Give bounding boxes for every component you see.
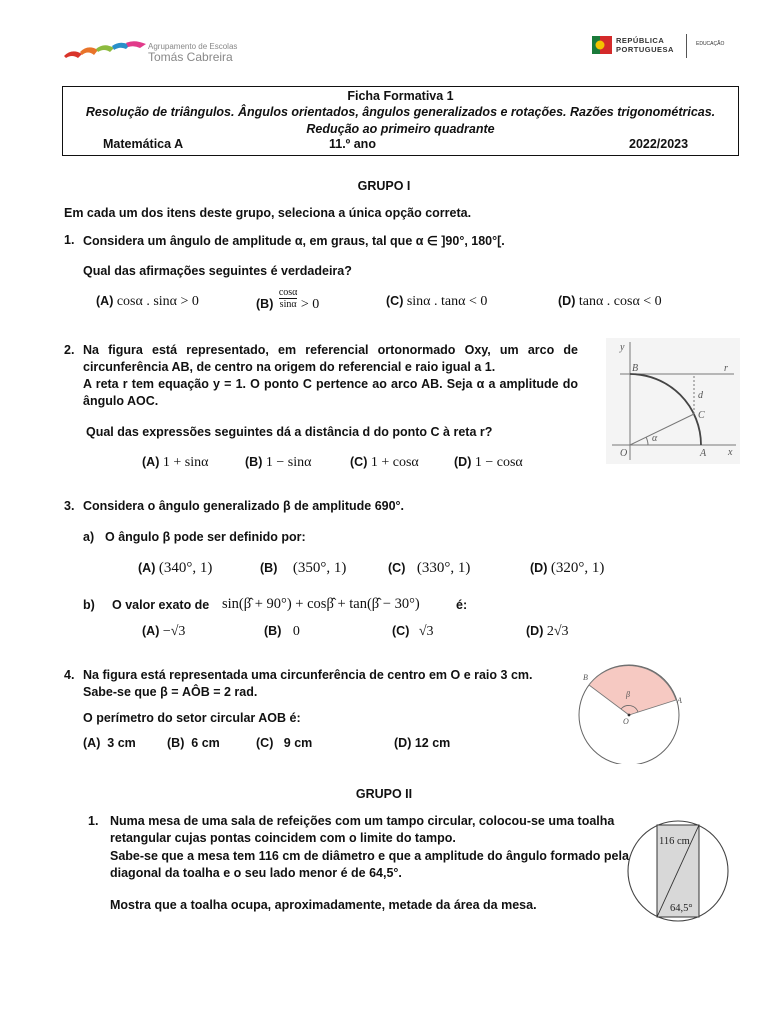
q3b-option-a-label: (A) [142, 624, 160, 638]
q4-question: O perímetro do setor circular AOB é: [83, 711, 301, 725]
q2-label-d: d [698, 390, 703, 401]
gov-divider [686, 34, 687, 58]
q3b-option-a[interactable] [142, 624, 185, 640]
gov-line1: REPÚBLICA [616, 36, 665, 45]
q4-option-b[interactable]: (B) 6 cm [167, 736, 220, 750]
school-name-line1: Agrupamento de Escolas [148, 42, 238, 51]
q4-line2: Sabe-se que β = AÔB = 2 rad. [83, 685, 258, 699]
g2q1-line1: Numa mesa de uma sala de refeições com um tampo circular, colocou-se uma toalha [110, 814, 615, 828]
q3a-option-b-value: (350°, 1) [292, 560, 347, 576]
q4-label-a: A [677, 696, 682, 705]
q2-label-y: y [620, 342, 625, 353]
q2-label-o: O [620, 448, 628, 459]
gov-line2: PORTUGUESA [616, 45, 674, 54]
q1-option-a-label: (A) [96, 294, 114, 308]
q2-option-b-label: (B) [245, 455, 263, 469]
q1-option-d[interactable] [558, 294, 662, 310]
q3b-option-c[interactable] [392, 624, 434, 640]
q3-number: 3. [64, 499, 75, 513]
q3a-option-b[interactable] [260, 560, 346, 577]
q4-option-c[interactable]: (C) 9 cm [256, 736, 313, 750]
q3a-text: O ângulo β pode ser definido por: [105, 530, 306, 544]
q2-option-b[interactable] [245, 455, 311, 471]
q2-label-r: r [724, 363, 728, 374]
q4-option-d[interactable]: (D) 12 cm [394, 736, 451, 750]
q1-option-c[interactable] [386, 294, 487, 310]
q3b-option-c-value: √3 [418, 624, 434, 639]
q1-question: Qual das afirmações seguintes é verdadeira? [83, 264, 352, 278]
q3a-option-b-label: (B) [260, 561, 278, 575]
q1-option-b-rest: > 0 [300, 296, 320, 312]
g2q1-figure [626, 818, 730, 924]
q4-label-beta: β [626, 690, 630, 699]
q1-number: 1. [64, 233, 75, 247]
gov-dept: EDUCAÇÃO [696, 41, 725, 47]
title-box [62, 86, 739, 156]
q1-option-b[interactable] [256, 287, 319, 310]
group2-heading: GRUPO II [355, 787, 413, 801]
q1-option-a-value: cosα . sinα > 0 [116, 294, 199, 309]
q2-label-a: A [700, 448, 707, 459]
q2-option-d-label: (D) [454, 455, 472, 469]
q3-text: Considera o ângulo generalizado β de amplitude 690°. [83, 499, 405, 513]
q2-option-a-label: (A) [142, 455, 160, 469]
q3b-option-d-label: (D) [526, 624, 544, 638]
worksheet-subtitle-2: Redução ao primeiro quadrante [306, 122, 495, 136]
republic-shield-icon [592, 36, 612, 54]
q2-label-x: x [728, 447, 733, 458]
government-logo [592, 34, 732, 58]
q3a-number: a) [83, 530, 95, 544]
q3b-text: O valor exato de [112, 598, 210, 612]
q3a-option-c[interactable] [388, 560, 470, 577]
subject-label: Matemática A [103, 137, 184, 151]
q4-line1: Na figura está representada uma circunferência de centro em O e raio 3 cm. [83, 668, 533, 682]
g2q1-label-angle: 64,5° [670, 903, 693, 914]
q3b-option-d-value: 2√3 [546, 624, 569, 639]
q2-option-c-label: (C) [350, 455, 368, 469]
g2q1-line5: Mostra que a toalha ocupa, aproximadamente, metade da área da mesa. [110, 898, 537, 912]
q2-option-c[interactable] [350, 455, 419, 471]
q3a-option-d-label: (D) [530, 561, 548, 575]
q1-option-c-value: sinα . tanα < 0 [406, 294, 488, 309]
q3a-option-a-label: (A) [138, 561, 156, 575]
q4-center-dot [628, 714, 631, 717]
q3b-option-b[interactable] [264, 624, 300, 640]
q3a-option-c-value: (330°, 1) [416, 560, 471, 576]
q4-figure [572, 660, 690, 764]
g2q1-label-diameter: 116 cm [659, 836, 690, 847]
q4-label-b: B [583, 673, 588, 682]
q2-option-b-value: 1 − sinα [265, 455, 312, 470]
q3b-end: é: [456, 598, 468, 612]
q1-option-b-denominator: sinα [279, 299, 297, 310]
group1-instruction: Em cada um dos itens deste grupo, seleciona a única opção correta. [64, 206, 472, 220]
q2-label-alpha: α [652, 433, 658, 444]
worksheet-title: Ficha Formativa 1 [347, 89, 454, 103]
q3a-option-c-label: (C) [388, 561, 406, 575]
q2-question: Qual das expressões seguintes dá a distância d do ponto C à reta r? [86, 425, 493, 439]
g2q1-number: 1. [88, 814, 99, 828]
q2-line3: A reta r tem equação y = 1. O ponto C pertence ao arco AB. Seja α a amplitude do [83, 377, 578, 391]
q1-option-b-label: (B) [256, 296, 274, 311]
q3b-option-b-label: (B) [264, 624, 282, 638]
q2-line2: circunferência AB, de centro na origem do referencial e raio igual a 1. [83, 360, 496, 374]
school-year-label: 2022/2023 [629, 137, 689, 151]
q4-option-a[interactable]: (A) 3 cm [83, 736, 136, 750]
q3a-option-d[interactable] [530, 560, 604, 577]
g2q1-line2: retangular cujas pontas coincidem com o limite do tampo. [110, 831, 456, 845]
q2-number: 2. [64, 343, 75, 357]
q4-label-o: O [623, 717, 629, 726]
q1-option-d-value: tanα . cosα < 0 [578, 294, 662, 309]
q1-option-a[interactable] [96, 294, 199, 310]
q3b-option-c-label: (C) [392, 624, 410, 638]
q3b-option-b-value: 0 [292, 624, 300, 639]
q3b-option-d[interactable] [526, 624, 569, 640]
school-logo [62, 40, 238, 66]
q3a-option-a[interactable] [138, 560, 212, 577]
q2-option-d[interactable] [454, 455, 523, 471]
group1-heading: GRUPO I [357, 179, 411, 193]
q1-text: Considera um ângulo de amplitude α, em graus, tal que α ∈ ]90°, 180°[. [83, 234, 505, 248]
q2-line4: ângulo AOC. [83, 394, 159, 408]
q3b-expression: sin(β̂ + 90°) + cosβ̂ + tan(β̂ − 30°) [222, 596, 420, 612]
q2-label-b: B [632, 363, 639, 374]
q1-option-b-numerator: cosα [278, 287, 298, 298]
q3a-option-d-value: (320°, 1) [550, 560, 605, 576]
q4-number: 4. [64, 668, 75, 682]
school-logo-icon [62, 40, 148, 64]
q2-figure [606, 338, 740, 464]
g2q1-line4: diagonal da toalha e o seu lado menor é de 64,5°. [110, 866, 402, 880]
q4-sector [589, 666, 676, 715]
q1-option-c-label: (C) [386, 294, 404, 308]
school-name-line2: Tomás Cabreira [148, 50, 233, 64]
q2-option-d-value: 1 − cosα [474, 455, 523, 470]
q2-option-a[interactable] [142, 455, 208, 471]
q2-option-a-value: 1 + sinα [162, 455, 209, 470]
q3b-option-a-value: −√3 [162, 624, 186, 639]
q3b-number: b) [83, 598, 95, 612]
q3a-option-a-value: (340°, 1) [158, 560, 213, 576]
q1-option-d-label: (D) [558, 294, 576, 308]
q2-option-c-value: 1 + cosα [370, 455, 419, 470]
grade-label: 11.º ano [329, 137, 376, 151]
q2-line1: Na figura está representado, em referencial ortonormado Oxy, um arco de [83, 343, 578, 357]
g2q1-line3: Sabe-se que a mesa tem 116 cm de diâmetro e que a amplitude do ângulo formado pela [110, 849, 629, 863]
worksheet-subtitle-1: Resolução de triângulos. Ângulos orientados, ângulos generalizados e rotações. Razões trigonométricas. [85, 105, 716, 119]
q2-label-c: C [698, 410, 705, 421]
